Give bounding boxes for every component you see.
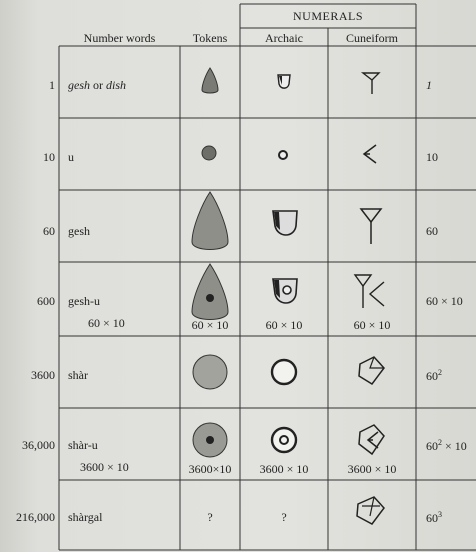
archaic-caption: 3600 × 10: [259, 462, 309, 476]
token-unknown: ?: [207, 510, 213, 524]
cuneiform-216000-icon: [352, 494, 388, 528]
row-word-multiplier: 60 × 10: [88, 316, 125, 330]
archaic-sixty-icon: [270, 208, 300, 240]
row-word: shàr-u: [68, 438, 98, 452]
archaic-caption: 60 × 10: [265, 318, 303, 332]
row-word: gesh-u: [68, 294, 100, 308]
cone-token-small-icon: [196, 66, 224, 96]
right-value: 60: [426, 224, 438, 238]
cuneiform-six-hundred-icon: [352, 272, 388, 312]
cuneiform-ten-icon: [358, 142, 380, 166]
number-words-header: Number words: [83, 31, 156, 45]
cuneiform-sixty-icon: [358, 206, 384, 246]
sphere-token-small-icon: [200, 144, 218, 162]
numerals-header: NUMERALS: [292, 9, 363, 23]
cone-token-large-icon: [188, 190, 232, 254]
right-value: $60^3$: [426, 510, 442, 525]
sphere-token-punched-icon: [190, 420, 230, 460]
token-caption: 60 × 10: [191, 318, 229, 332]
archaic-3600-icon: [268, 356, 300, 388]
row-word-multiplier: 3600 × 10: [80, 460, 129, 474]
row-value: 600: [37, 294, 55, 308]
row-value: 10: [43, 150, 55, 164]
cuneiform-3600-icon: [354, 354, 388, 388]
cuneiform-caption: 60 × 10: [353, 318, 391, 332]
row-word: shàrgal: [68, 510, 103, 524]
row-word: gesh or dish: [68, 78, 127, 92]
cuneiform-one-icon: [360, 70, 382, 96]
archaic-ten-icon: [276, 148, 290, 162]
sphere-token-large-icon: [190, 352, 230, 392]
right-value: $60^2$: [426, 368, 442, 383]
token-caption: 3600×10: [188, 462, 232, 476]
archaic-36000-icon: [268, 424, 300, 456]
row-word: shàr: [68, 368, 88, 382]
row-value: 36,000: [22, 438, 55, 452]
archaic-unknown: ?: [281, 510, 287, 524]
archaic-one-icon: [276, 72, 292, 92]
row-word: u: [68, 150, 74, 164]
row-value: 1: [49, 78, 55, 92]
row-word: gesh: [68, 224, 90, 238]
cone-token-punched-icon: [188, 262, 232, 324]
cuneiform-header: Cuneiform: [346, 31, 398, 45]
right-value: $60^2 \times 10$: [426, 438, 467, 453]
tokens-header: Tokens: [192, 31, 228, 45]
cuneiform-caption: 3600 × 10: [347, 462, 397, 476]
row-value: 216,000: [16, 510, 55, 524]
cuneiform-36000-icon: [354, 422, 388, 458]
right-value: 10: [426, 150, 438, 164]
right-value: 1: [426, 78, 432, 92]
right-value: 60 × 10: [426, 294, 463, 308]
row-value: 3600: [31, 368, 55, 382]
archaic-six-hundred-icon: [270, 276, 300, 308]
row-value: 60: [43, 224, 55, 238]
archaic-header: Archaic: [265, 31, 303, 45]
